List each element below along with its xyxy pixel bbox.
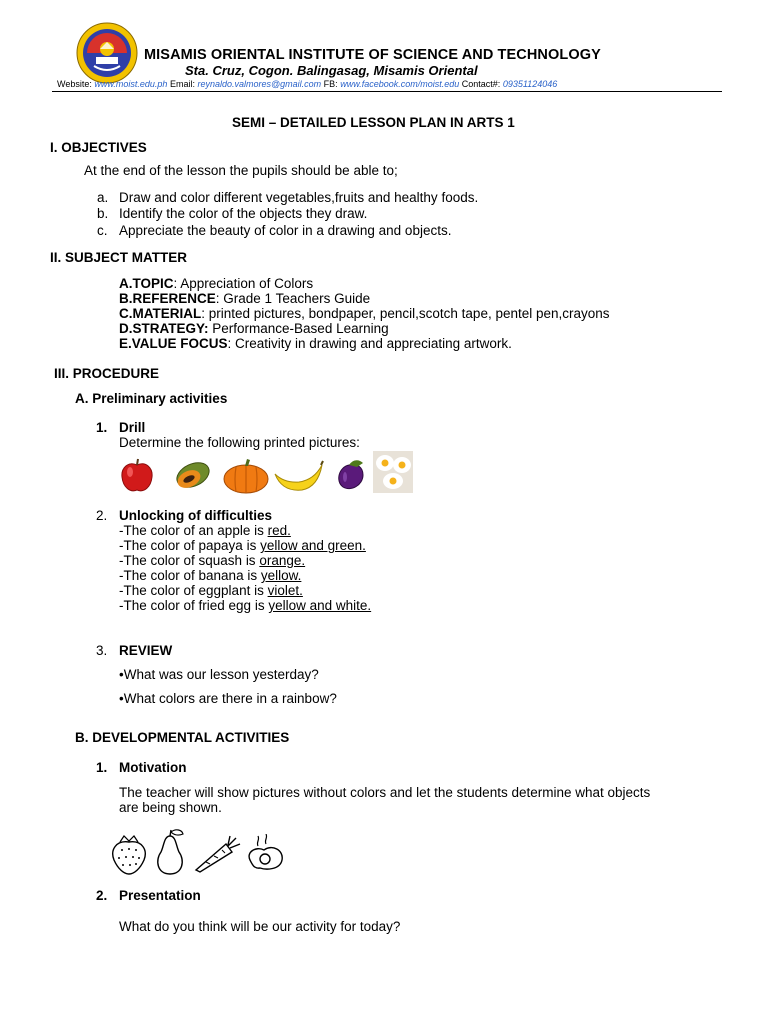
website-link[interactable]: www.moist.edu.ph [94,79,168,89]
pear-outline [152,828,188,876]
color-line [119,568,301,583]
color-answer: orange. [259,553,306,568]
unlocking-heading: Unlocking of difficulties [119,508,273,523]
header-divider [52,91,722,92]
contact-line [57,79,557,89]
unlocking-number: 2. [96,508,108,523]
objective-label: c. [97,223,108,238]
objective-item [97,206,367,221]
motivation-number: 1. [96,760,108,775]
color-answer: yellow and green. [260,538,366,553]
squash-image [222,455,270,495]
institution-name: MISAMIS ORIENTAL INSTITUTE OF SCIENCE AND TECHNOLOGY [144,47,601,63]
motivation-text-line1: The teacher will show pictures without colors and let the students determine what objects [119,785,651,800]
color-line-text: -The color of an apple is [119,523,268,538]
developmental-heading: B. DEVELOPMENTAL ACTIVITIES [75,730,290,745]
color-line-text: -The color of eggplant is [119,583,268,598]
subject-sep: : [173,276,181,291]
drill-heading: Drill [119,420,146,435]
color-line [119,583,303,598]
subject-sep: : [215,291,224,306]
fb-label: FB: [323,79,338,89]
objective-item [97,223,451,238]
review-number: 3. [96,643,108,658]
color-answer: violet. [267,583,303,598]
review-heading: REVIEW [119,643,173,658]
banana-image [272,458,324,494]
motivation-text-line2: are being shown. [119,800,222,815]
presentation-number: 2. [96,888,108,903]
drill-number: 1. [96,420,108,435]
subject-key: B.REFERENCE [119,291,216,306]
objective-text: Draw and color different vegetables,fruits and healthy foods. [119,190,479,205]
contact-number: 09351124046 [502,79,558,89]
presentation-question: What do you think will be our activity for today? [119,919,401,934]
subject-item-reference [119,291,370,306]
color-line [119,538,366,553]
preliminary-heading: A. Preliminary activities [75,391,228,406]
subject-item-strategy [119,321,389,336]
subject-sep: : [227,336,236,351]
subject-key: C.MATERIAL [119,306,202,321]
objective-item [97,190,478,205]
color-line-text: -The color of squash is [119,553,260,568]
subject-value: printed pictures, bondpaper, pencil,scotch tape, pentel pen,crayons [208,306,610,321]
document-title: SEMI – DETAILED LESSON PLAN IN ARTS 1 [232,115,515,130]
procedure-heading: III. PROCEDURE [54,366,160,381]
objective-label: a. [97,190,109,205]
objective-text: Appreciate the beauty of color in a drawing and objects. [119,223,452,238]
carrot-outline [192,834,242,874]
fried-egg-image [373,451,413,493]
color-line [119,523,291,538]
subject-key: D.STRATEGY: [119,321,209,336]
institution-address: Sta. Cruz, Cogon. Balingasag, Misamis Oriental [185,63,478,78]
website-label: Website: [57,79,92,89]
motivation-heading: Motivation [119,760,187,775]
color-line [119,598,371,613]
email-link[interactable]: reynaldo.valmores@gmail.com [197,79,322,89]
subject-value: Performance-Based Learning [212,321,389,336]
objectives-intro: At the end of the lesson the pupils should be able to; [84,163,398,178]
subject-matter-heading: II. SUBJECT MATTER [50,250,188,265]
presentation-heading: Presentation [119,888,201,903]
strawberry-outline [108,832,150,876]
subject-sep: : [201,306,209,321]
color-line-text: -The color of fried egg is [119,598,269,613]
papaya-image [172,457,212,493]
subject-value: Appreciation of Colors [180,276,314,291]
apple-image [118,456,156,494]
color-line-text: -The color of banana is [119,568,261,583]
color-answer: yellow. [260,568,302,583]
email-label: Email: [169,79,195,89]
subject-item-topic [119,276,313,291]
school-seal-logo [76,22,138,84]
color-line [119,553,305,568]
subject-item-material [119,306,610,321]
drill-text: Determine the following printed pictures: [119,435,360,450]
objectives-heading: I. OBJECTIVES [50,140,147,155]
fb-link[interactable]: www.facebook.com/moist.edu [340,79,460,89]
subject-key: A.TOPIC [119,276,174,291]
subject-key: E.VALUE FOCUS [119,336,228,351]
color-answer: red. [267,523,291,538]
subject-value: Grade 1 Teachers Guide [223,291,371,306]
eggplant-image [333,455,369,491]
contact-label: Contact#: [461,79,501,89]
review-question: •What colors are there in a rainbow? [119,691,337,706]
color-line-text: -The color of papaya is [119,538,261,553]
objective-label: b. [97,206,109,221]
review-question: •What was our lesson yesterday? [119,667,319,682]
objective-text: Identify the color of the objects they draw. [119,206,368,221]
subject-value: Creativity in drawing and appreciating artwork. [235,336,512,351]
color-answer: yellow and white. [268,598,372,613]
subject-item-value-focus [119,336,512,351]
fried-egg-outline [244,834,286,874]
